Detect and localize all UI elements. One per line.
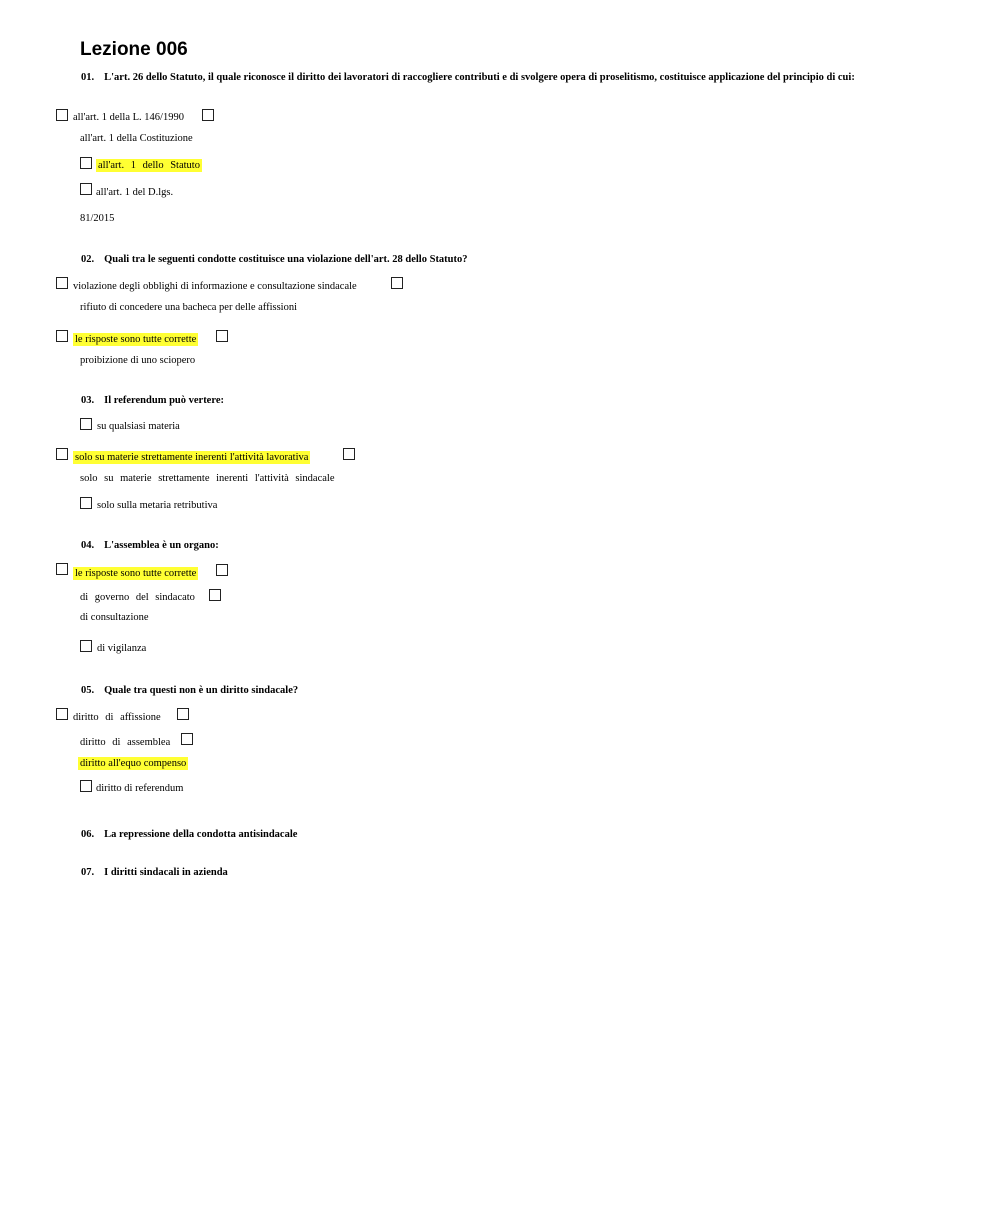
checkbox[interactable]: [56, 277, 68, 289]
answer-option: solo su materie strettamente inerenti l'attività sindacale: [80, 473, 335, 484]
answer-option: su qualsiasi materia: [97, 421, 180, 432]
answer-option: all'art. 1 del D.lgs.: [96, 187, 174, 198]
page-title: Lezione 006: [80, 39, 188, 60]
checkbox[interactable]: [80, 183, 92, 195]
checkbox[interactable]: [181, 733, 193, 745]
checkbox[interactable]: [216, 564, 228, 576]
answer-option-highlighted: all'art. 1 dello Statuto: [98, 160, 200, 171]
checkbox[interactable]: [56, 330, 68, 342]
checkbox[interactable]: [56, 563, 68, 575]
question-02: 02. Quali tra le seguenti condotte costituisce una violazione dell'art. 28 dello Statuto?: [81, 254, 468, 265]
checkbox[interactable]: [56, 109, 68, 121]
answer-option: rifiuto di concedere una bacheca per delle affissioni: [80, 302, 297, 313]
checkbox[interactable]: [56, 448, 68, 460]
checkbox[interactable]: [177, 708, 189, 720]
question-05: 05. Quale tra questi non è un diritto sindacale?: [81, 685, 299, 696]
answer-option: solo sulla metaria retributiva: [97, 500, 218, 511]
question-07: 07. I diritti sindacali in azienda: [81, 867, 228, 878]
answer-option: di governo del sindacato: [80, 592, 195, 603]
checkbox[interactable]: [216, 330, 228, 342]
question-text: L'art. 26 dello Statuto, il quale riconosce il diritto dei lavoratori di raccogliere contributi e di svolgere opera di proselitismo, costituisce applicazione del principio di cui:: [104, 72, 855, 83]
question-01: [81, 71, 881, 84]
answer-option: all'art. 1 della Costituzione: [80, 133, 193, 144]
answer-option-highlighted: le risposte sono tutte corrette: [75, 568, 197, 579]
question-06: 06. La repressione della condotta antisindacale: [81, 829, 298, 840]
checkbox[interactable]: [56, 708, 68, 720]
checkbox[interactable]: [343, 448, 355, 460]
question-03: 03. Il referendum può vertere:: [81, 395, 224, 406]
answer-option: proibizione di uno sciopero: [80, 355, 196, 366]
question-04: 04. L'assemblea è un organo:: [81, 540, 219, 551]
answer-option: di vigilanza: [97, 643, 147, 654]
checkbox[interactable]: [391, 277, 403, 289]
checkbox[interactable]: [80, 640, 92, 652]
answer-option-highlighted: diritto all'equo compenso: [80, 758, 187, 769]
checkbox[interactable]: [209, 589, 221, 601]
answer-option: diritto di assemblea: [80, 737, 171, 748]
checkbox[interactable]: [80, 157, 92, 169]
answer-option-highlighted: solo su materie strettamente inerenti l'attività lavorativa: [75, 452, 309, 463]
answer-option: violazione degli obblighi di informazione e consultazione sindacale: [73, 281, 357, 292]
answer-option: di consultazione: [80, 612, 149, 623]
checkbox[interactable]: [80, 418, 92, 430]
answer-option: diritto di referendum: [96, 783, 184, 794]
checkbox[interactable]: [80, 497, 92, 509]
answer-option: all'art. 1 della L. 146/1990: [73, 112, 184, 123]
answer-option: diritto di affissione: [73, 712, 161, 723]
checkbox[interactable]: [202, 109, 214, 121]
checkbox[interactable]: [80, 780, 92, 792]
answer-option-continuation: 81/2015: [80, 213, 115, 224]
question-number: 01.: [81, 72, 95, 83]
answer-option-highlighted: le risposte sono tutte corrette: [75, 334, 197, 345]
